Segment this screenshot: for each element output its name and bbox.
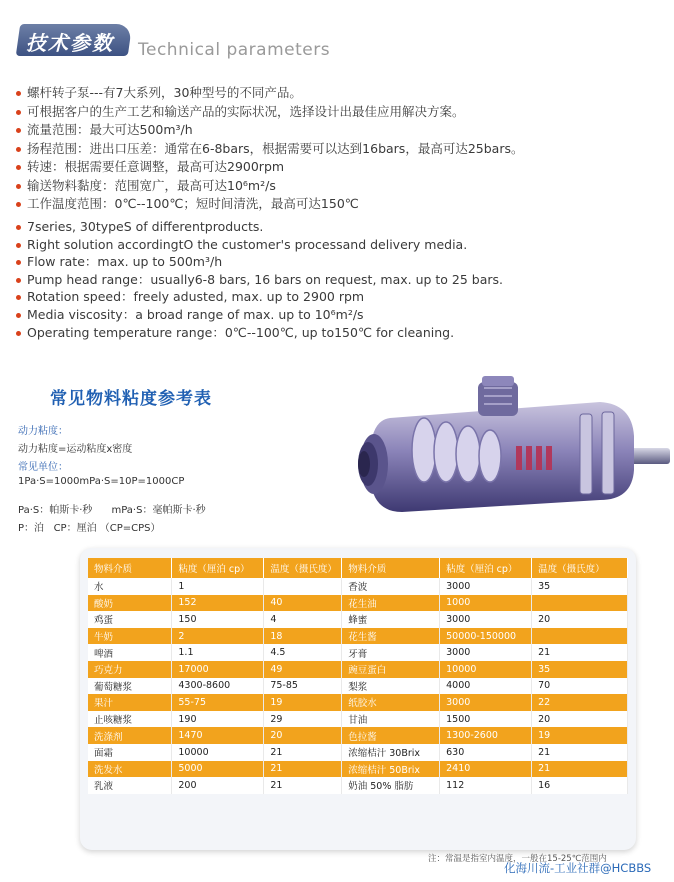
table-cell: 29 (264, 711, 342, 728)
table-cell: 1 (172, 578, 264, 595)
header-title-en: Technical parameters (138, 40, 331, 60)
unit-label: 常见单位： (18, 462, 68, 473)
table-cell: 630 (440, 744, 532, 761)
col-header: 物料介质 (88, 558, 172, 578)
table-cell: 鸡蛋 (88, 611, 172, 628)
table-row (88, 578, 628, 595)
table-cell: 16 (532, 777, 628, 794)
table-cell: 3000 (440, 644, 532, 661)
table-cell: 色拉酱 (342, 727, 440, 744)
table-row (88, 611, 628, 628)
col-header: 温度（摄氏度） (532, 558, 628, 578)
table-cell: 1500 (440, 711, 532, 728)
table-cell: 甘油 (342, 711, 440, 728)
table-cell: 19 (532, 727, 628, 744)
unit-definition: P：泊 CP：厘泊 （CP=CPS） (18, 523, 161, 534)
table-cell: 10000 (440, 661, 532, 678)
table-cell: 巧克力 (88, 661, 172, 678)
table-row (88, 694, 628, 711)
table-cell: 20 (264, 727, 342, 744)
cn-item: 螺杆转子泵---有7大系列，30种型号的不同产品。 (16, 84, 523, 103)
table-cell: 花生油 (342, 595, 440, 612)
cn-item: 流量范围：最大可达500m³/h (16, 121, 523, 140)
table-cell: 3000 (440, 694, 532, 711)
cn-item: 转速：根据需要任意调整，最高可达2900rpm (16, 158, 523, 177)
table-cell: 21 (532, 744, 628, 761)
en-spec-list (16, 218, 503, 341)
table-cell: 洗发水 (88, 761, 172, 778)
table-cell: 纸胶水 (342, 694, 440, 711)
header-badge: 技术参数 (26, 31, 114, 55)
table-row (88, 744, 628, 761)
table-cell: 1300-2600 (440, 727, 532, 744)
table-cell: 酸奶 (88, 595, 172, 612)
table-row (88, 661, 628, 678)
dyn-viscosity-formula: 动力粘度=运动粘度x密度 (18, 444, 133, 455)
table-cell: 10000 (172, 744, 264, 761)
table-cell: 乳液 (88, 777, 172, 794)
viscosity-table (88, 558, 628, 794)
en-item: Operating temperature range：0℃--100℃, up to150℃ for cleaning. (16, 324, 503, 342)
table-cell: 112 (440, 777, 532, 794)
table-cell: 啤酒 (88, 644, 172, 661)
table-cell: 70 (532, 678, 628, 695)
cn-item: 扬程范围：进出口压差：通常在6-8bars，根据需要可以达到16bars，最高可达25bars。 (16, 140, 523, 159)
table-footnote: 注：常温是指室内温度，一般在15-25℃范围内 (428, 854, 607, 864)
en-item: Rotation speed：freely adusted, max. up to 2900 rpm (16, 288, 503, 306)
table-cell: 55-75 (172, 694, 264, 711)
table-cell: 奶油 50% 脂肪 (342, 777, 440, 794)
table-cell: 2410 (440, 761, 532, 778)
table-cell: 19 (264, 694, 342, 711)
table-cell: 21 (532, 644, 628, 661)
table-cell: 17000 (172, 661, 264, 678)
table-cell: 21 (264, 777, 342, 794)
table-cell: 果汁 (88, 694, 172, 711)
table-cell: 3000 (440, 611, 532, 628)
table-cell: 梨浆 (342, 678, 440, 695)
en-item: Pump head range：usually6-8 bars, 16 bars on request, max. up to 25 bars. (16, 271, 503, 289)
viscosity-section-title: 常见物料粘度参考表 (50, 389, 212, 409)
table-cell: 1.1 (172, 644, 264, 661)
table-cell: 洗涤剂 (88, 727, 172, 744)
table-cell: 50000-150000 (440, 628, 532, 645)
table-row (88, 727, 628, 744)
table-cell: 止咳糖浆 (88, 711, 172, 728)
table-cell: 牛奶 (88, 628, 172, 645)
en-item: Right solution accordingtO the customer's processand delivery media. (16, 236, 503, 254)
col-header: 温度（摄氏度） (264, 558, 342, 578)
table-cell: 4000 (440, 678, 532, 695)
table-cell: 4 (264, 611, 342, 628)
table-cell: 35 (532, 661, 628, 678)
table-cell: 牙膏 (342, 644, 440, 661)
cn-item: 工作温度范围：0℃--100℃；短时间清洗，最高可达150℃ (16, 195, 523, 214)
table-header-row (88, 558, 628, 578)
table-cell: 190 (172, 711, 264, 728)
col-header: 粘度（厘泊 cp） (172, 558, 264, 578)
col-header: 粘度（厘泊 cp） (440, 558, 532, 578)
table-row (88, 711, 628, 728)
table-cell: 40 (264, 595, 342, 612)
table-cell (532, 595, 628, 612)
table-cell: 葡萄糖浆 (88, 678, 172, 695)
table-cell: 21 (532, 761, 628, 778)
table-cell: 豌豆蛋白 (342, 661, 440, 678)
en-item: Media viscosity：a broad range of max. up to 10⁶m²/s (16, 306, 503, 324)
cn-spec-list (16, 84, 523, 214)
unit-equation: 1Pa·S=1000mPa·S=10P=1000CP (18, 476, 185, 487)
table-cell: 浓缩桔汁 30Brix (342, 744, 440, 761)
cn-item: 输送物料黏度：范围宽广，最高可达10⁶m²/s (16, 177, 523, 196)
unit-definition: Pa·S：帕斯卡·秒 mPa·S：毫帕斯卡·秒 (18, 505, 206, 516)
table-cell: 21 (264, 761, 342, 778)
table-row (88, 595, 628, 612)
table-cell: 香波 (342, 578, 440, 595)
table-row (88, 678, 628, 695)
en-item: 7series, 30typeS of differentproducts. (16, 218, 503, 236)
cn-item: 可根据客户的生产工艺和输送产品的实际状况，选择设计出最佳应用解决方案。 (16, 103, 523, 122)
table-cell: 5000 (172, 761, 264, 778)
table-cell: 200 (172, 777, 264, 794)
table-cell (264, 578, 342, 595)
table-cell: 35 (532, 578, 628, 595)
table-cell (532, 628, 628, 645)
table-cell: 蜂蜜 (342, 611, 440, 628)
table-row (88, 777, 628, 794)
table-cell: 水 (88, 578, 172, 595)
table-cell: 4.5 (264, 644, 342, 661)
table-row (88, 644, 628, 661)
table-cell: 面霜 (88, 744, 172, 761)
en-item: Flow rate：max. up to 500m³/h (16, 253, 503, 271)
table-cell: 1000 (440, 595, 532, 612)
table-cell: 花生酱 (342, 628, 440, 645)
table-cell: 4300-8600 (172, 678, 264, 695)
table-cell: 3000 (440, 578, 532, 595)
dyn-viscosity-label: 动力粘度： (18, 426, 68, 437)
table-cell: 20 (532, 611, 628, 628)
table-cell: 2 (172, 628, 264, 645)
table-row (88, 628, 628, 645)
table-cell: 49 (264, 661, 342, 678)
table-cell: 20 (532, 711, 628, 728)
table-row (88, 761, 628, 778)
table-cell: 18 (264, 628, 342, 645)
watermark: 化海川流-工业社群@HCBBS (504, 861, 652, 875)
col-header: 物料介质 (342, 558, 440, 578)
table-cell: 22 (532, 694, 628, 711)
screw-pump-icon (350, 366, 670, 516)
table-cell: 1470 (172, 727, 264, 744)
table-cell: 浓缩桔汁 50Brix (342, 761, 440, 778)
table-cell: 152 (172, 595, 264, 612)
table-cell: 75-85 (264, 678, 342, 695)
table-cell: 21 (264, 744, 342, 761)
table-cell: 150 (172, 611, 264, 628)
